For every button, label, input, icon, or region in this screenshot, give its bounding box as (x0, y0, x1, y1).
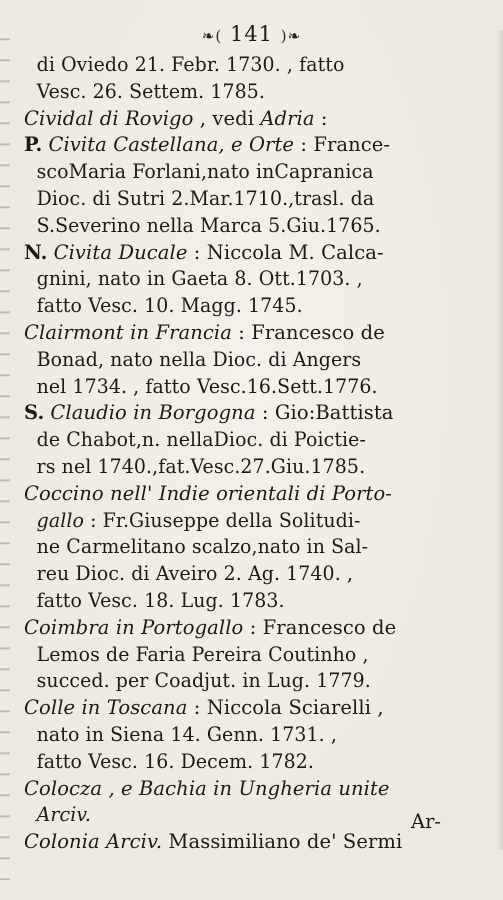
text-line (24, 240, 454, 267)
line-text: , vedi (193, 106, 261, 130)
line-text: fatto Vesc. 10. Magg. 1745. (36, 294, 303, 318)
line-text: Vesc. 26. Settem. 1785. (36, 79, 266, 103)
line-text: di Oviedo 21. Febr. 1730. , fatto (36, 53, 345, 76)
left-ornament: ❧( (201, 26, 223, 45)
line-text: de Chabot,n. nellaDioc. di Poictie- (36, 428, 366, 452)
text-line (24, 642, 441, 669)
page-edge-shadow (497, 30, 503, 850)
place-name: Colonia Arciv. (24, 830, 163, 854)
line-text: : (314, 106, 328, 130)
place-name: Adria (260, 106, 315, 130)
place-name: Colle in Toscana (24, 696, 188, 720)
right-ornament: )❧ (280, 26, 302, 45)
text-line (24, 481, 454, 508)
place-name: Coccino nell' Indie orientali di Porto- (24, 481, 392, 505)
text-line (24, 829, 454, 856)
line-text: Lemos de Faria Pereira Coutinho , (36, 642, 369, 666)
line-text: gnini, nato in Gaeta 8. Ott.1703. , (36, 267, 363, 291)
text-line (24, 454, 441, 481)
line-text: succed. per Coadjut. in Lug. 1779. (36, 669, 371, 693)
line-text: Massimiliano de' Sermi (162, 830, 403, 854)
text-line (24, 132, 454, 159)
text-line (24, 749, 441, 776)
place-name: gallo (36, 508, 84, 532)
text-line (24, 534, 441, 561)
line-text: fatto Vesc. 18. Lug. 1783. (36, 588, 285, 612)
text-line (24, 186, 441, 213)
line-text: scoMaria Forlani,nato inCapranica (36, 160, 374, 184)
place-name: Colocza , e Bachia in Ungheria unite (24, 776, 390, 800)
line-text: rs nel 1740.,fat.Vesc.27.Giu.1785. (36, 454, 366, 478)
text-line (24, 722, 441, 749)
place-name: Clairmont in Francia (24, 320, 232, 344)
text-line (24, 347, 441, 374)
text-line (24, 266, 441, 293)
text-line (24, 374, 441, 401)
line-text: ne Carmelitano scalzo,nato in Sal- (36, 535, 369, 559)
line-text: : Niccola M. Calca- (187, 240, 384, 264)
line-text: fatto Vesc. 16. Decem. 1782. (36, 749, 314, 773)
line-text: : Francesco de (231, 320, 385, 344)
place-name: Civita Castellana, e Orte (48, 133, 295, 157)
page-header (0, 22, 503, 48)
text-line (24, 802, 441, 829)
place-name: Civita Ducale (53, 240, 188, 264)
line-text: reu Dioc. di Aveiro 2. Ag. 1740. , (36, 562, 354, 586)
text-line (24, 427, 441, 454)
text-line (24, 52, 441, 79)
place-name: Arciv. (36, 803, 92, 827)
page-number: 141 (229, 22, 274, 46)
text-line (24, 400, 454, 427)
place-name: Claudio in Borgogna (50, 401, 256, 425)
catchword: Ar- (411, 810, 441, 833)
text-line (24, 320, 454, 347)
line-text: : Fr.Giuseppe della Solitudi- (83, 508, 361, 532)
line-text: nel 1734. , fatto Vesc.16.Sett.1776. (36, 374, 378, 398)
gutter-shadow (0, 20, 10, 880)
text-line (24, 508, 441, 535)
text-line (24, 668, 441, 695)
line-text: : France- (294, 133, 391, 157)
text-line (24, 293, 441, 320)
text-line (24, 695, 454, 722)
text-line (24, 159, 441, 186)
line-text: S.Severino nella Marca 5.Giu.1765. (36, 213, 381, 237)
text-line (24, 213, 441, 240)
line-text: Dioc. di Sutri 2.Mar.1710.,trasl. da (36, 186, 375, 210)
line-text: Bonad, nato nella Dioc. di Angers (36, 347, 362, 371)
entry-marker: S. (24, 401, 45, 425)
line-text: : Francesco de (243, 615, 397, 639)
entry-marker: N. (24, 240, 48, 264)
text-line (24, 776, 454, 803)
line-text: : Niccola Sciarelli , (187, 696, 384, 720)
text-line (24, 615, 454, 642)
entry-marker: P. (24, 133, 43, 157)
text-line (24, 106, 454, 133)
text-line (24, 561, 441, 588)
text-line (24, 79, 441, 106)
place-name: Coimbra in Portogallo (24, 615, 244, 639)
line-text: : Gio:Battista (255, 401, 394, 425)
line-text: nato in Siena 14. Genn. 1731. , (36, 722, 337, 746)
text-line (24, 588, 441, 615)
place-name: Cividal di Rovigo (24, 106, 194, 130)
text-body (24, 52, 454, 856)
